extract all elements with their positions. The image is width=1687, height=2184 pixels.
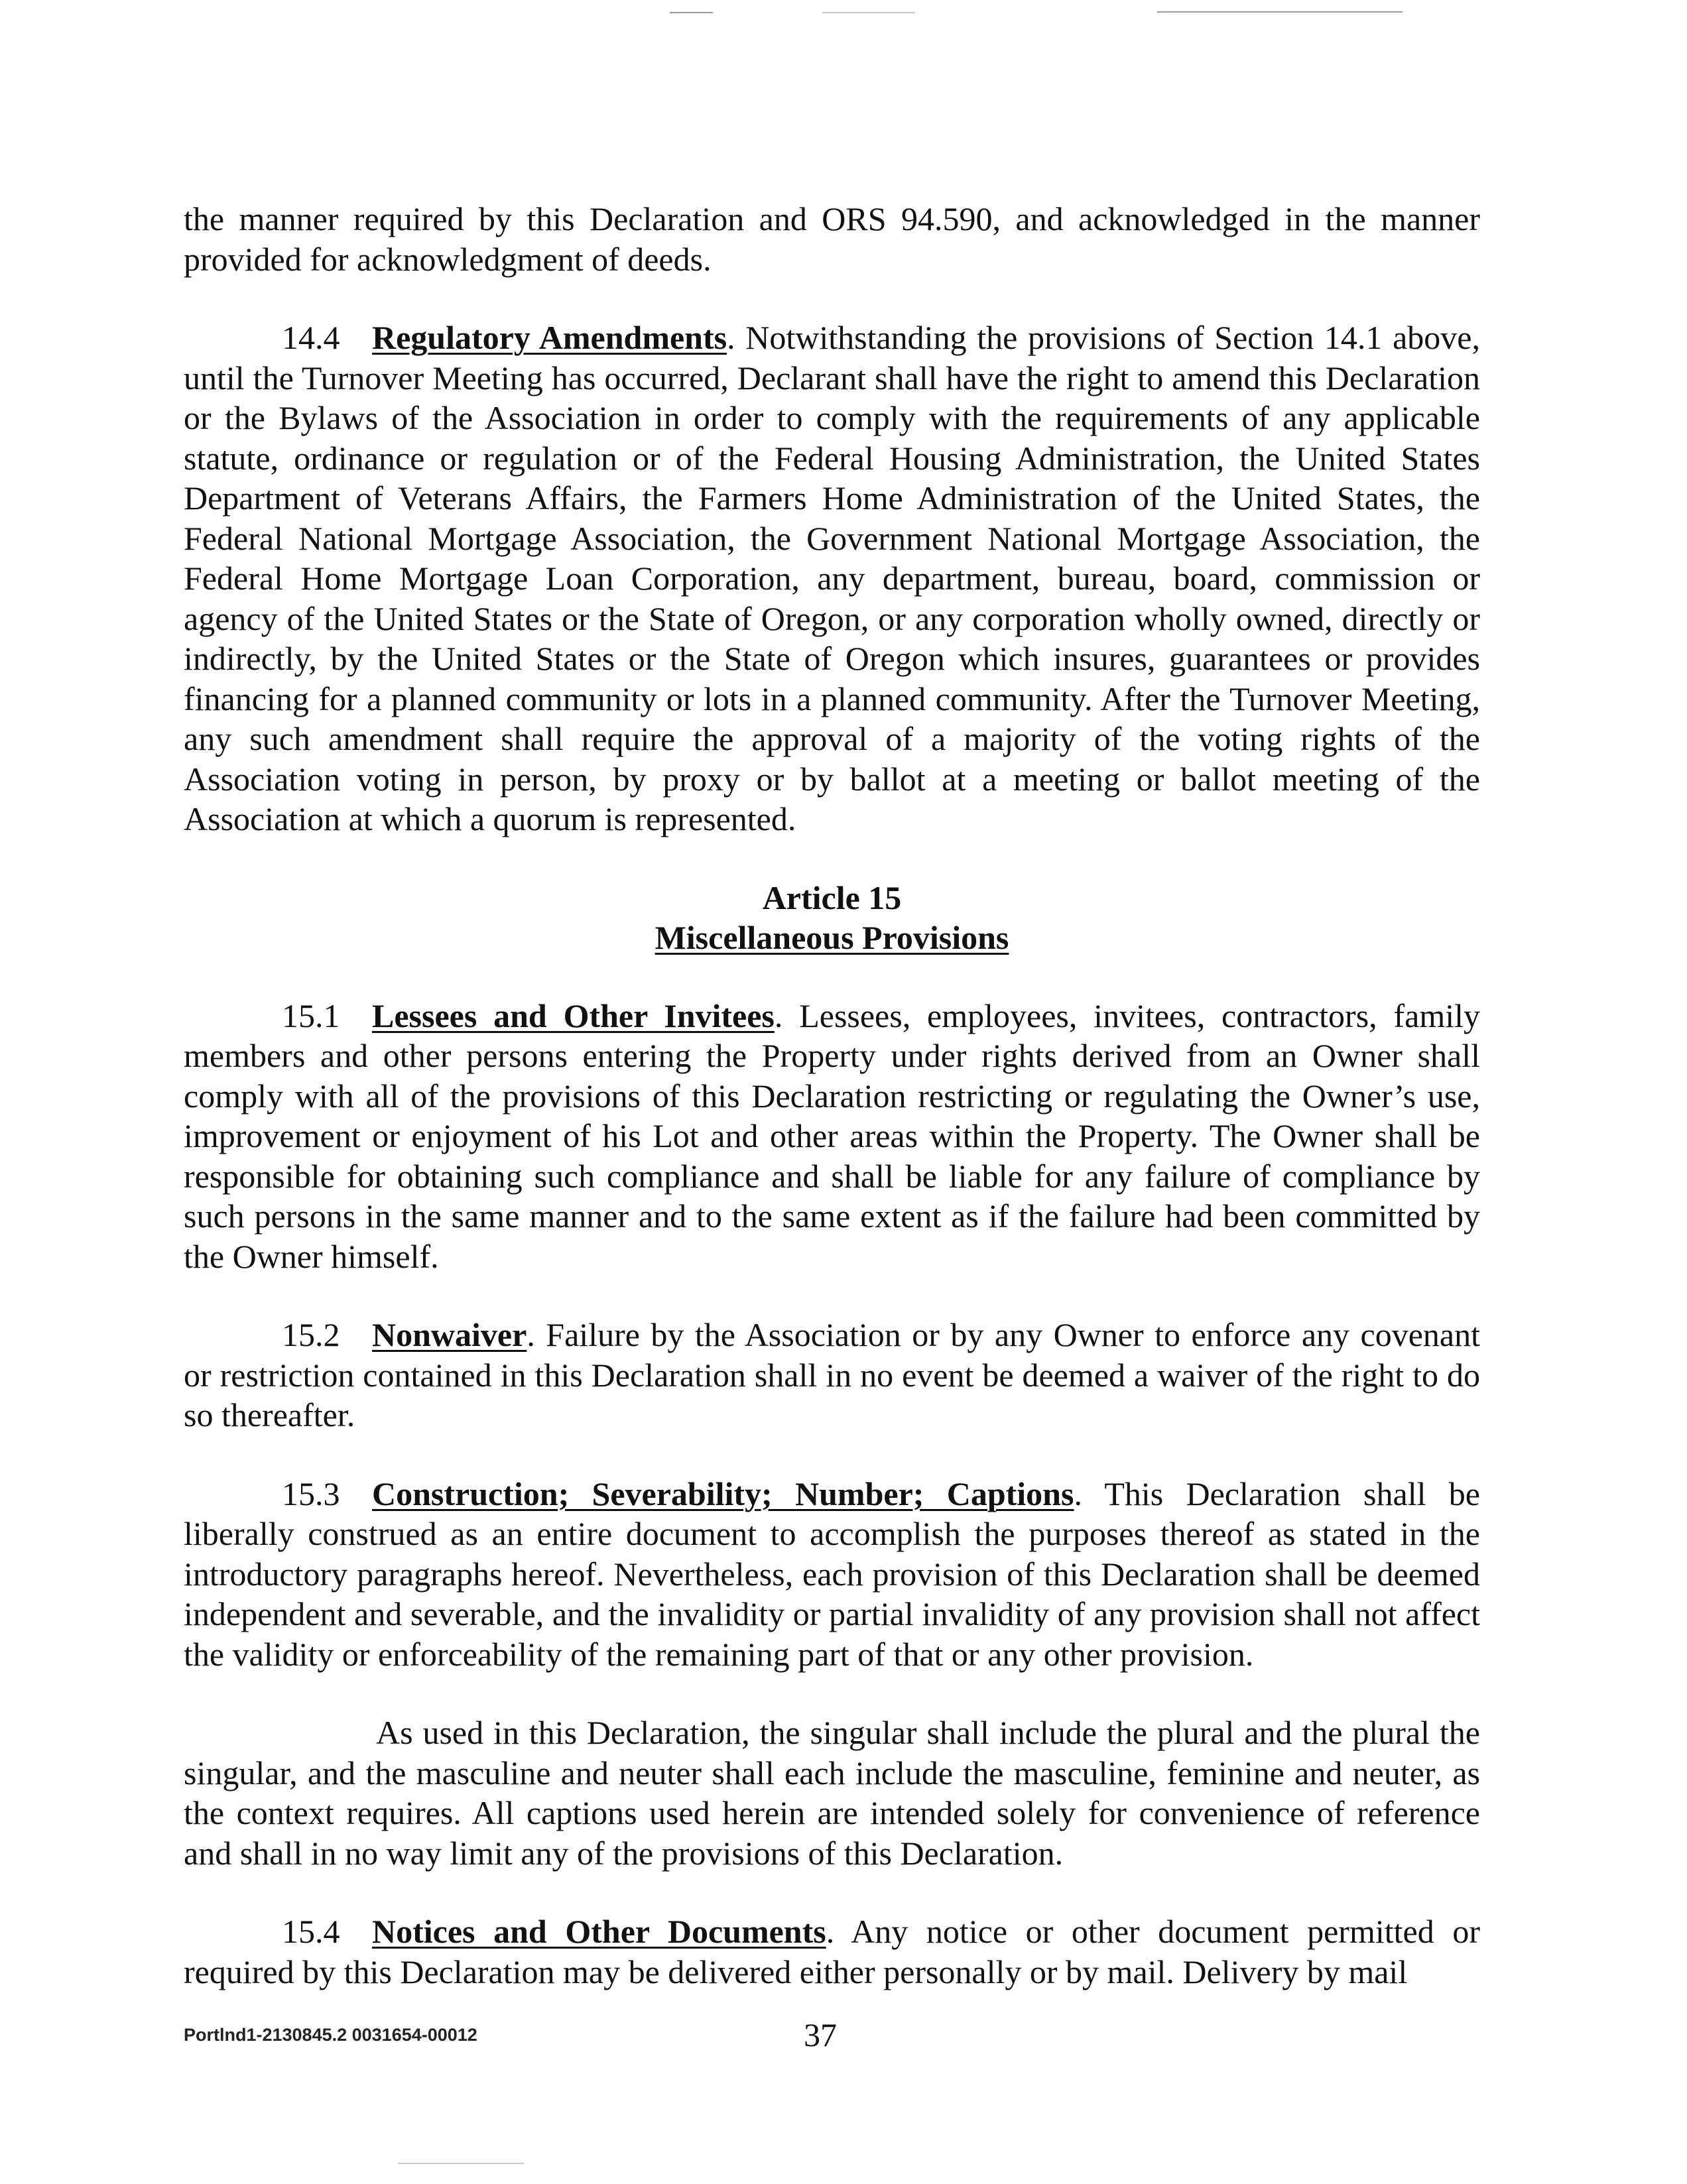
section-15-3	[184, 1474, 1480, 1675]
page-footer	[0, 2016, 1687, 2062]
article-label: Article 15	[762, 879, 902, 916]
paragraph-spacer	[184, 957, 1480, 996]
section-number: 15.4	[282, 1913, 340, 1950]
section-15-1	[184, 996, 1480, 1277]
section-15-4	[184, 1911, 1480, 1992]
section-body: . Any notice or other document permitted or required by this Declaration may be delivered either personally or by mail. Delivery by mail	[184, 1913, 1480, 1990]
section-14-4	[184, 318, 1480, 839]
paragraph-spacer	[184, 1276, 1480, 1315]
section-title: Lessees and Other Invitees	[372, 997, 775, 1034]
document-page-body	[184, 199, 1480, 1992]
paragraph-spacer	[184, 1674, 1480, 1713]
section-title: Notices and Other Documents	[372, 1913, 826, 1950]
section-number: 14.4	[282, 319, 340, 356]
section-15-2	[184, 1315, 1480, 1435]
section-title: Construction; Severability; Number; Captions	[372, 1475, 1074, 1512]
paragraph-spacer	[184, 279, 1480, 318]
page-number: 37	[804, 2016, 837, 2053]
paragraph-spacer	[184, 839, 1480, 878]
scan-artifact-top	[1157, 11, 1403, 13]
section-body: . This Declaration shall be liberally construed as an entire document to accomplish the purposes thereof as stated in the introductory paragraphs hereof. Nevertheless, each provision of this Declaration shall be deemed independent and severable, and the invalidity or partial invalidity of any provision shall not affect the validity or enforceability of the remaining part of that or any other provision.	[184, 1475, 1480, 1673]
section-number: 15.3	[282, 1475, 340, 1512]
paragraph-spacer	[184, 1435, 1480, 1474]
section-body: . Failure by the Association or by any Owner to enforce any covenant or restriction contained in this Declaration shall in no event be deemed a waiver of the right to do so thereafter.	[184, 1316, 1480, 1433]
scan-artifact-top	[822, 12, 915, 13]
section-title: Nonwaiver	[372, 1316, 527, 1353]
section-15-3-continuation: As used in this Declaration, the singular shall include the plural and the plural the singular, and the masculine and neuter shall each include the masculine, feminine and neuter, as the context requires. All captions used herein are intended solely for convenience of reference and shall in no way limit any of the provisions of this Declaration.	[184, 1714, 1480, 1872]
section-number: 15.2	[282, 1316, 340, 1353]
section-number: 15.1	[282, 997, 340, 1034]
scan-artifact-top	[670, 12, 713, 13]
paragraph-spacer	[184, 1873, 1480, 1911]
article-title: Miscellaneous Provisions	[655, 918, 1009, 956]
article-heading	[184, 878, 1480, 957]
section-body: . Notwithstanding the provisions of Section 14.1 above, until the Turnover Meeting has occurred, Declarant shall have the right to amend this Declaration or the Bylaws of the Association in order to comply with the requirements of any applicable statute, ordinance or regulation or of the Federal Housing Administration, the United States Department of Veterans Affairs, the Farmers Home Administration of the United States, the Federal National Mortgage Association, the Government National Mortgage Association, the Federal Home Mortgage Loan Corporation, any department, bureau, board, commission or agency of the United States or the State of Oregon, or any corporation wholly owned, directly or indirectly, by the United States or the State of Oregon which insures, guarantees or provides financing for a planned community or lots in a planned community. After the Turnover Meeting, any such amendment shall require the approval of a majority of the voting rights of the Association voting in person, by proxy or by ballot at a meeting or ballot meeting of the Association at which a quorum is represented.	[184, 319, 1480, 837]
section-body: . Lessees, employees, invitees, contractors, family members and other persons entering the Property under rights derived from an Owner shall comply with all of the provisions of this Declaration restricting or regulating the Owner’s use, improvement or enjoyment of his Lot and other areas within the Property. The Owner shall be responsible for obtaining such compliance and shall be liable for any failure of compliance by such persons in the same manner and to the same extent as if the failure had been committed by the Owner himself.	[184, 997, 1480, 1275]
continuation-paragraph: the manner required by this Declaration and ORS 94.590, and acknowledged in the manner provided for acknowledgment of deeds.	[184, 200, 1480, 278]
scan-artifact-bottom	[398, 2163, 524, 2164]
section-title: Regulatory Amendments	[372, 319, 727, 356]
document-id: Portlnd1-2130845.2 0031654-00012	[184, 2025, 477, 2045]
